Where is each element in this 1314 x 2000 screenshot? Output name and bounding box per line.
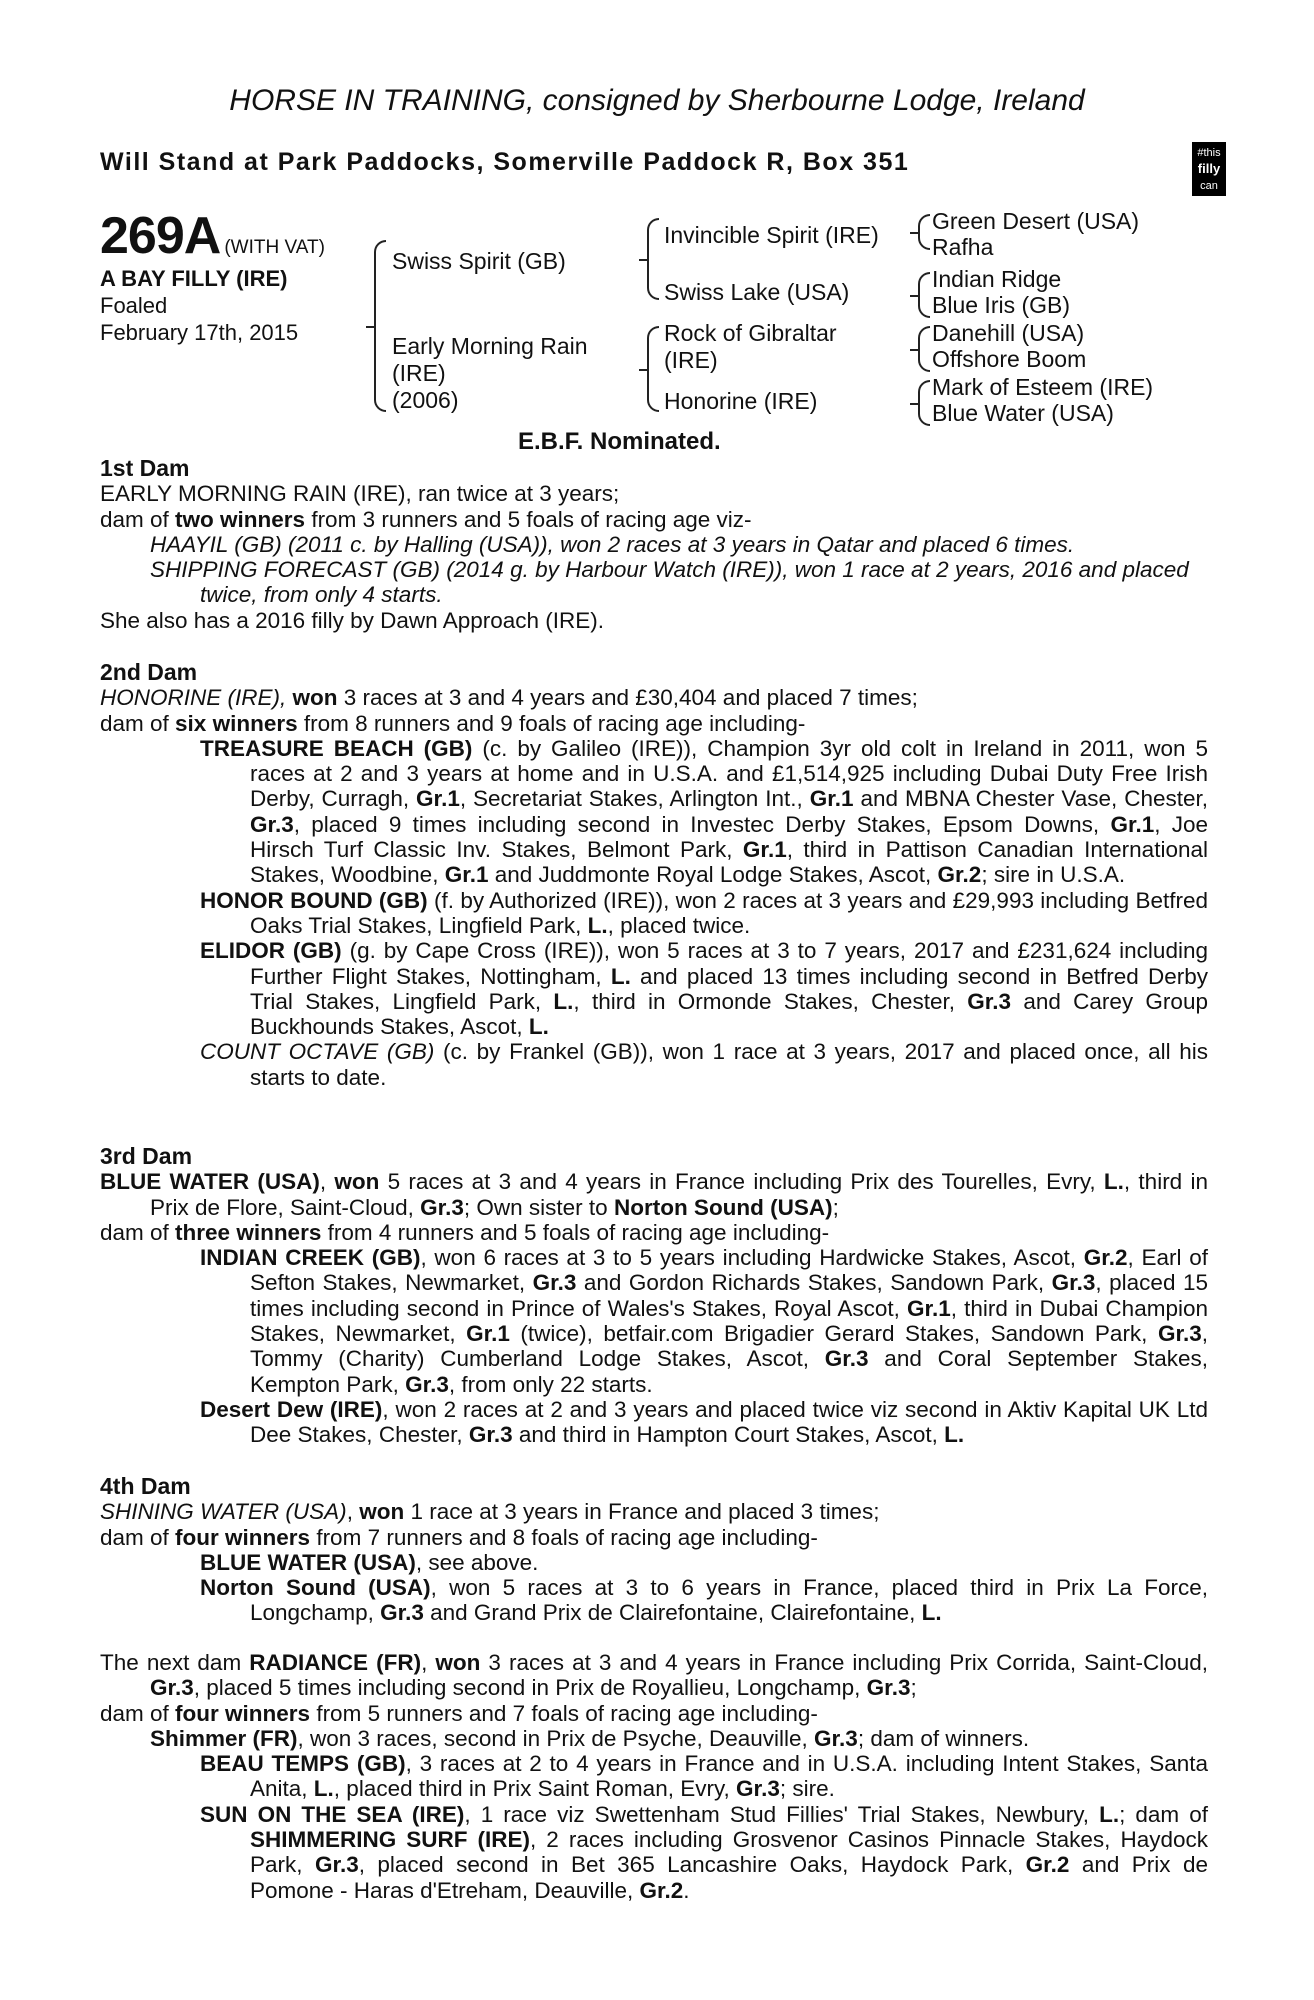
section-heading: 1st Dam [100,455,190,481]
dam-sire-line: Rock of Gibraltar [664,320,837,346]
produce-entry: HONOR BOUND (GB) (f. by Authorized (IRE)), won 2 races at 3 years and £29,993 including Betfred Oaks Trial Stakes, Lingfield Park, L., placed twice. [200,887,1208,938]
vat-note: (WITH VAT) [224,237,325,258]
dam-line: BLUE WATER (USA), won 5 races at 3 and 4 years in France including Prix des Tourelles, Evry, L., third in Prix de Flore, Saint-Cloud, Gr.3; Own sister to Norton Sound (USA); [100,1169,1208,1220]
second-dam-section [100,660,1208,1090]
dam-of-line: dam of two winners from 3 runners and 5 foals of racing age viz- [100,506,752,532]
produce-entry: Desert Dew (IRE), won 2 races at 2 and 3 years and placed twice viz second in Aktiv Kapital UK Ltd Dee Stakes, Chester, Gr.3 and third in Hampton Court Stakes, Ascot, L. [200,1396,1208,1448]
produce-entry: BEAU TEMPS (GB), 3 races at 2 to 4 years in France and in U.S.A. including Intent Stakes, Santa Anita, L., placed third in Prix Saint Roman, Evry, Gr.3; sire. [200,1751,1208,1802]
dam-sire-line: (IRE) [664,347,718,373]
dam-line: The next dam RADIANCE (FR), won 3 races at 3 and 4 years in France including Prix Corrida, Saint-Cloud, Gr.3, placed 5 times including second in Prix de Royallieu, Longchamp, Gr.3; [100,1650,1208,1701]
dam-line: HONORINE (IRE), won 3 races at 3 and 4 years and £30,404 and placed 7 times; [100,685,918,711]
produce-entry: INDIAN CREEK (GB), won 6 races at 3 to 5 years including Hardwicke Stakes, Ascot, Gr.2, Earl of Sefton Stakes, Newmarket, Gr.3 and Gordon Richards Stakes, Sandown Park, Gr.3, placed 15 times including second in Prince of Wales's Stakes, Royal Ascot, Gr.1, third in Dubai Champion Stakes, Newmarket, Gr.1 (twice), betfair.com Brigadier Gerard Stakes, Sandown Park, Gr.3, Tommy (Charity) Cumberland Lodge Stakes, Ascot, Gr.3 and Coral September Stakes, Kempton Park, Gr.3, from only 22 starts. [200,1245,1209,1397]
horse-name: A BAY FILLY (IRE) [100,266,288,291]
produce-entry: SUN ON THE SEA (IRE), 1 race viz Swettenham Stud Fillies' Trial Stakes, Newbury, L.; dam of SHIMMERING SURF (IRE), 2 races including Grosvenor Casinos Pinnacle Stakes, Haydock Park, Gr.3, placed second in Bet 365 Lancashire Oaks, Haydock Park, Gr.2 and Prix de Pomone - Haras d'Etreham, Deauville, Gr.2. [200,1801,1208,1903]
gg-5: Danehill (USA) [932,320,1085,346]
dam-of-line: dam of three winners from 4 runners and 5 foals of racing age including- [100,1219,830,1245]
dam-of-line: dam of four winners from 5 runners and 7 foals of racing age including- [100,1700,818,1726]
badge-line: #this [1197,147,1221,159]
gg-1: Green Desert (USA) [932,208,1140,234]
foaled-block [100,292,298,346]
sire-dam: Swiss Lake (USA) [664,279,850,305]
lot-number: 269A [100,207,221,265]
dam-line: (2006) [392,387,459,413]
gg-3: Indian Ridge [932,266,1062,292]
pedigree-brace [647,218,659,300]
third-dam-section [100,1144,1208,1448]
pedigree-brace [918,214,930,250]
produce-entry: COUNT OCTAVE (GB) (c. by Frankel (GB)), won 1 race at 3 years, 2017 and placed once, all his starts to date. [200,1039,1209,1090]
produce-entry: TREASURE BEACH (GB) (c. by Galileo (IRE)), Champion 3yr old colt in Ireland in 2011, won 5 races at 2 and 3 years at home and in U.S.A. and £1,514,925 including Dubai Duty Free Irish Derby, Curragh, Gr.1, Secretariat Stakes, Arlington Int., Gr.1 and MBNA Chester Vase, Chester, Gr.3, placed 9 times including second in Investec Derby Stakes, Epsom Downs, Gr.1, Joe Hirsch Turf Classic Inv. Stakes, Belmont Park, Gr.1, third in Pattison Canadian International Stakes, Woodbine, Gr.1 and Juddmonte Royal Lodge Stakes, Ascot, Gr.2; sire in U.S.A. [200,735,1209,888]
gg-8: Blue Water (USA) [932,400,1114,426]
dam-sire [664,320,837,374]
dam-line: (IRE) [392,360,446,386]
first-dam-section [100,456,1200,633]
dam-dam: Honorine (IRE) [664,388,818,414]
badge-line: filly [1197,161,1221,176]
ebf-nominated: E.B.F. Nominated. [518,428,721,455]
dam [392,333,588,414]
pedigree-brace [918,272,930,318]
badge-line: can [1200,180,1218,192]
dam-of-line: dam of four winners from 7 runners and 8 foals of racing age including- [100,1524,818,1550]
pedigree-brace [918,380,930,426]
foaled-label: Foaled [100,293,168,318]
note-line: She also has a 2016 filly by Dawn Approach (IRE). [100,607,605,633]
gg-2: Rafha [932,234,994,260]
lot-header [100,206,325,266]
section-heading: 4th Dam [100,1473,191,1499]
produce-entry: HAAYIL (GB) (2011 c. by Halling (USA)), won 2 races at 3 years in Qatar and placed 6 times. [150,531,1075,557]
sire: Swiss Spirit (GB) [392,248,566,274]
sire-sire: Invincible Spirit (IRE) [664,222,879,248]
gg-6: Offshore Boom [932,346,1087,372]
consignment-title: HORSE IN TRAINING, consigned by Sherbourne Lodge, Ireland [229,84,1085,117]
produce-entry: ELIDOR (GB) (g. by Cape Cross (IRE)), won 5 races at 3 to 7 years, 2017 and £231,624 including Further Flight Stakes, Nottingham, L. and placed 13 times including second in Betfred Derby Trial Stakes, Lingfield Park, L., third in Ormonde Stakes, Chester, Gr.3 and Carey Group Buckhounds Stakes, Ascot, L. [200,938,1208,1040]
dam-of-line: dam of six winners from 8 runners and 9 foals of racing age including- [100,710,806,736]
dam-line: EARLY MORNING RAIN (IRE), ran twice at 3 years; [100,481,620,507]
this-filly-can-logo [1192,142,1226,196]
pedigree-brace [918,326,930,372]
fourth-dam-section [100,1474,1208,1626]
foaled-date: February 17th, 2015 [100,320,299,345]
produce-entry: SHIPPING FORECAST (GB) (2014 g. by Harbour Watch (IRE)), won 1 race at 2 years, 2016 and placed twice, from only 4 starts. [150,557,1189,608]
gg-7: Mark of Esteem (IRE) [932,374,1154,400]
section-heading: 3rd Dam [100,1143,193,1169]
produce-entry: Norton Sound (USA), won 5 races at 3 to 6 years in France, placed third in Prix La Force, Longchamp, Gr.3 and Grand Prix de Clairefontaine, Clairefontaine, L. [200,1575,1208,1626]
stand-location: Will Stand at Park Paddocks, Somerville Paddock R, Box 351 [100,148,910,176]
next-dam-section [100,1650,1208,1903]
produce-entry: Shimmer (FR), won 3 races, second in Prix de Psyche, Deauville, Gr.3; dam of winners. [150,1725,1030,1751]
gg-4: Blue Iris (GB) [932,292,1071,318]
dam-line: SHINING WATER (USA), won 1 race at 3 years in France and placed 3 times; [100,1499,880,1525]
section-heading: 2nd Dam [100,659,198,685]
pedigree-brace [374,240,386,412]
pedigree-brace [647,326,659,412]
produce-entry: BLUE WATER (USA), see above. [200,1549,539,1575]
dam-line: Early Morning Rain [392,333,588,359]
